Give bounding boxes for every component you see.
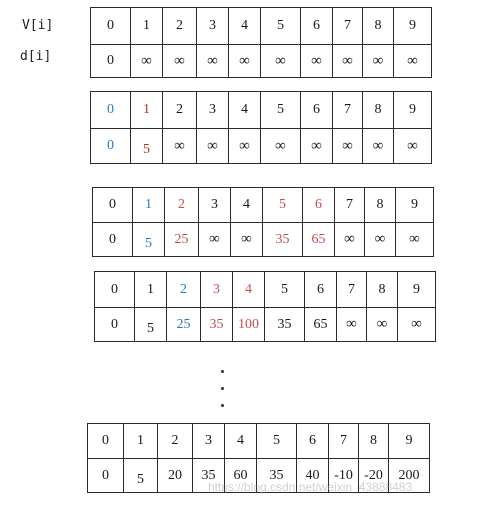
- vertex-cell-5: 5: [261, 8, 301, 45]
- vertex-cell-0: 0: [95, 272, 135, 308]
- distance-cell-1: 5: [131, 129, 163, 164]
- distance-cell-0: 0: [91, 45, 131, 78]
- distance-cell-7: ∞: [335, 223, 365, 257]
- ellipsis-dot-1: [221, 370, 224, 373]
- vertex-cell-3: 3: [201, 272, 233, 308]
- vertex-row: [93, 188, 434, 223]
- vertex-cell-8: 8: [367, 272, 398, 308]
- vertex-cell-9: 9: [389, 424, 430, 459]
- vertex-cell-2: 2: [163, 92, 197, 129]
- distance-cell-1: 5: [135, 308, 167, 342]
- distance-cell-4: 100: [233, 308, 265, 342]
- vertex-cell-7: 7: [329, 424, 359, 459]
- vertex-cell-3: 3: [197, 92, 229, 129]
- vertex-cell-3: 3: [197, 8, 229, 45]
- vertex-cell-4: 4: [231, 188, 263, 223]
- distance-cell-8: ∞: [367, 308, 398, 342]
- distance-cell-8: -20: [359, 459, 389, 493]
- distance-cell-2: ∞: [163, 45, 197, 78]
- distance-cell-9: ∞: [396, 223, 434, 257]
- distance-cell-6: ∞: [301, 45, 333, 78]
- distance-cell-9: ∞: [394, 129, 432, 164]
- vertex-cell-5: 5: [265, 272, 305, 308]
- distance-cell-5: 35: [257, 459, 297, 493]
- vertex-cell-0: 0: [91, 8, 131, 45]
- distance-cell-1: 5: [133, 223, 165, 257]
- distance-cell-6: 40: [297, 459, 329, 493]
- distance-cell-1: ∞: [131, 45, 163, 78]
- distance-cell-3: 35: [201, 308, 233, 342]
- distance-cell-2: 20: [158, 459, 193, 493]
- vertex-cell-5: 5: [261, 92, 301, 129]
- vertex-cell-2: 2: [158, 424, 193, 459]
- distance-cell-0: 0: [88, 459, 124, 493]
- vertex-row: [88, 424, 430, 459]
- distance-cell-0: 0: [93, 223, 133, 257]
- watermark: https://blog.csdn.net/weixin_43888483: [208, 480, 413, 494]
- distance-cell-9: ∞: [394, 45, 432, 78]
- distance-cell-4: ∞: [229, 129, 261, 164]
- distance-cell-3: ∞: [197, 129, 229, 164]
- vertex-cell-2: 2: [167, 272, 201, 308]
- distance-cell-9: 200: [389, 459, 430, 493]
- distance-cell-4: ∞: [229, 45, 261, 78]
- vertex-cell-8: 8: [363, 92, 394, 129]
- distance-cell-8: ∞: [363, 129, 394, 164]
- state-table-3: [92, 187, 434, 257]
- vertex-row: [91, 8, 432, 45]
- distance-row: [95, 308, 436, 342]
- vertex-cell-4: 4: [225, 424, 257, 459]
- vertex-cell-9: 9: [396, 188, 434, 223]
- distance-cell-7: ∞: [333, 45, 363, 78]
- distance-cell-3: 35: [193, 459, 225, 493]
- vertex-cell-6: 6: [301, 92, 333, 129]
- vertex-cell-0: 0: [93, 188, 133, 223]
- vertex-cell-2: 2: [163, 8, 197, 45]
- vertex-cell-1: 1: [131, 92, 163, 129]
- v-row-label: V[i]: [22, 18, 54, 33]
- vertex-cell-6: 6: [305, 272, 337, 308]
- distance-cell-6: 65: [305, 308, 337, 342]
- vertex-cell-1: 1: [131, 8, 163, 45]
- distance-cell-9: ∞: [398, 308, 436, 342]
- vertex-cell-1: 1: [124, 424, 158, 459]
- vertex-cell-7: 7: [337, 272, 367, 308]
- distance-cell-3: ∞: [197, 45, 229, 78]
- vertex-cell-6: 6: [301, 8, 333, 45]
- vertex-cell-6: 6: [303, 188, 335, 223]
- vertex-cell-3: 3: [193, 424, 225, 459]
- ellipsis-dot-2: [221, 387, 224, 390]
- distance-cell-3: ∞: [199, 223, 231, 257]
- distance-cell-2: 25: [165, 223, 199, 257]
- vertex-row: [95, 272, 436, 308]
- ellipsis-dot-3: [221, 404, 224, 407]
- vertex-cell-8: 8: [359, 424, 389, 459]
- vertex-cell-9: 9: [394, 92, 432, 129]
- vertex-cell-6: 6: [297, 424, 329, 459]
- distance-cell-6: ∞: [301, 129, 333, 164]
- vertex-cell-3: 3: [199, 188, 231, 223]
- distance-row: [91, 45, 432, 78]
- vertex-cell-1: 1: [133, 188, 165, 223]
- distance-cell-5: 35: [265, 308, 305, 342]
- distance-cell-5: ∞: [261, 129, 301, 164]
- distance-cell-7: ∞: [333, 129, 363, 164]
- vertex-row: [91, 92, 432, 129]
- vertex-cell-1: 1: [135, 272, 167, 308]
- state-table-2: [90, 91, 432, 164]
- state-table-4: [94, 271, 436, 342]
- vertex-cell-5: 5: [263, 188, 303, 223]
- vertex-cell-8: 8: [363, 8, 394, 45]
- distance-cell-2: ∞: [163, 129, 197, 164]
- distance-cell-6: 65: [303, 223, 335, 257]
- distance-cell-0: 0: [95, 308, 135, 342]
- vertex-cell-4: 4: [229, 92, 261, 129]
- vertex-cell-7: 7: [333, 92, 363, 129]
- vertex-cell-4: 4: [233, 272, 265, 308]
- vertex-cell-9: 9: [398, 272, 436, 308]
- distance-cell-1: 5: [124, 459, 158, 493]
- vertex-cell-0: 0: [91, 92, 131, 129]
- vertex-cell-2: 2: [165, 188, 199, 223]
- vertex-cell-0: 0: [88, 424, 124, 459]
- vertex-cell-5: 5: [257, 424, 297, 459]
- vertex-cell-7: 7: [333, 8, 363, 45]
- distance-cell-8: ∞: [365, 223, 396, 257]
- state-table-1: [90, 7, 432, 78]
- vertex-cell-9: 9: [394, 8, 432, 45]
- distance-cell-7: ∞: [337, 308, 367, 342]
- distance-cell-4: 60: [225, 459, 257, 493]
- distance-cell-0: 0: [91, 129, 131, 164]
- distance-cell-7: -10: [329, 459, 359, 493]
- distance-cell-2: 25: [167, 308, 201, 342]
- distance-cell-5: 35: [263, 223, 303, 257]
- vertex-cell-7: 7: [335, 188, 365, 223]
- distance-row: [93, 223, 434, 257]
- distance-row: [91, 129, 432, 164]
- d-row-label: d[i]: [20, 49, 52, 64]
- vertex-cell-4: 4: [229, 8, 261, 45]
- distance-cell-4: ∞: [231, 223, 263, 257]
- vertex-cell-8: 8: [365, 188, 396, 223]
- distance-cell-8: ∞: [363, 45, 394, 78]
- distance-cell-5: ∞: [261, 45, 301, 78]
